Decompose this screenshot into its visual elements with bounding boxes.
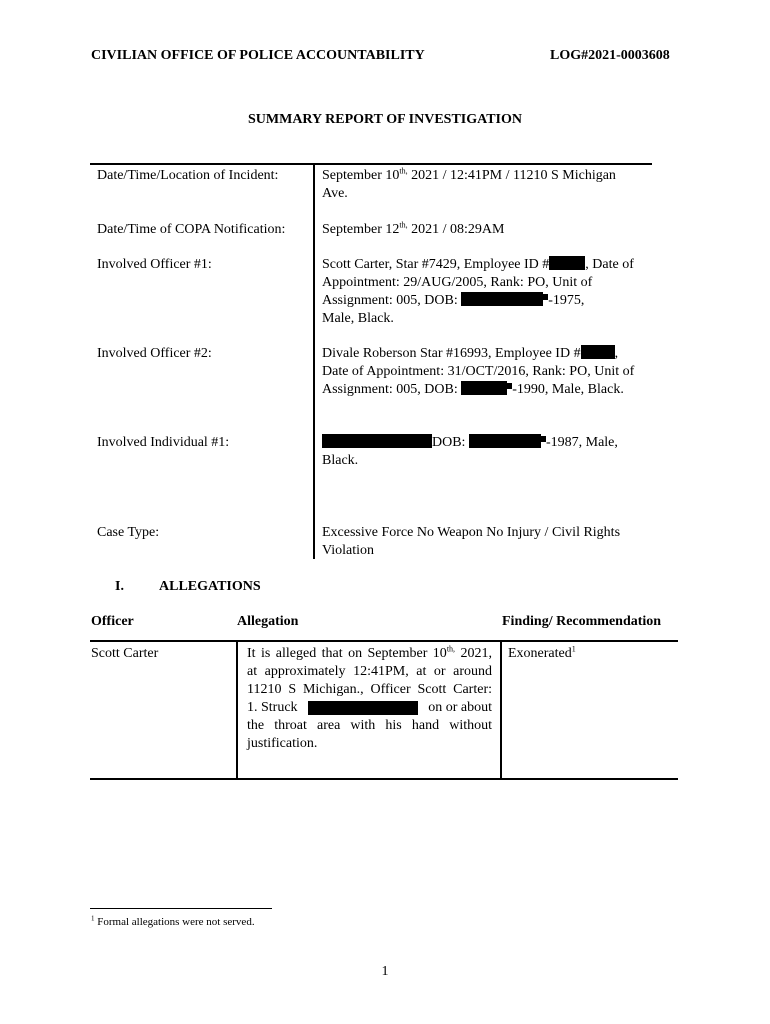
section-number: I. (115, 579, 124, 594)
section-title: ALLEGATIONS (159, 579, 261, 594)
incident-label: Date/Time/Location of Incident: (97, 168, 279, 183)
finding (508, 645, 576, 663)
officer2-label: Involved Officer #2: (97, 346, 212, 361)
redaction-bar (322, 434, 432, 448)
redaction-bar (469, 434, 541, 448)
notification-label: Date/Time of COPA Notification: (97, 222, 286, 237)
notification-rest: 2021 / 08:29AM (407, 222, 505, 237)
notification-date-suffix: th, (399, 220, 408, 230)
finding-text: Exonerated (508, 646, 572, 661)
allegation-header-rule (90, 640, 678, 642)
case-type-value (322, 524, 662, 560)
officer1-value (322, 256, 662, 328)
officer1-demographics: Male, Black. (322, 311, 394, 326)
case-type-line2: Violation (322, 543, 375, 558)
header-log-number: LOG#2021-0003608 (550, 48, 670, 63)
individual-dob-year: -1987, Male, (545, 435, 618, 450)
redaction-bar (461, 381, 507, 395)
officer1-label: Involved Officer #1: (97, 257, 212, 272)
notification-date: September 12 (322, 222, 400, 237)
allegation-line2: at approximately 12:41PM, at or around (247, 664, 492, 679)
officer1-dob-year: -1975, (548, 293, 585, 308)
case-type-line1: Excessive Force No Weapon No Injury / Civil Rights (322, 525, 621, 540)
officer2-assignment: Assignment: 005, DOB: (322, 382, 458, 397)
officer1-appointment-start: , Date of (585, 257, 634, 272)
individual-label: Involved Individual #1: (97, 435, 230, 450)
summary-top-rule (90, 163, 652, 165)
page-number: 1 (381, 964, 389, 979)
individual-race: Black. (322, 453, 359, 468)
header-agency: CIVILIAN OFFICE OF POLICE ACCOUNTABILITY (91, 48, 425, 63)
allegation-date-suffix: th, (446, 644, 456, 654)
allegation-line (247, 699, 492, 717)
redaction-bar (461, 292, 543, 306)
report-title: SUMMARY REPORT OF INVESTIGATION (248, 112, 522, 127)
column-header-allegation: Allegation (237, 614, 299, 629)
case-type-label: Case Type: (97, 525, 160, 540)
allegation-line1: It is alleged that on September 10 (247, 646, 447, 661)
allegation-line4-start: 1. Struck (247, 700, 298, 715)
incident-date: September 10 (322, 168, 400, 183)
officer2-value (322, 345, 667, 399)
allegation-line (247, 645, 492, 663)
redaction-bar (581, 345, 615, 359)
individual-dob-label: DOB: (432, 435, 466, 450)
footnote-rule (90, 908, 272, 909)
footnote (91, 915, 255, 929)
allegation-bottom-rule (90, 778, 678, 780)
officer2-appointment: Date of Appointment: 31/OCT/2016, Rank: PO, Unit of (322, 364, 635, 379)
footnote-text: Formal allegations were not served. (97, 916, 255, 928)
column-header-officer: Officer (91, 614, 134, 629)
allegation-line4-end: on or about (428, 700, 492, 715)
allegation-line6: justification. (247, 736, 318, 751)
allegation-line3: 11210 S Michigan., Officer Scott Carter: (247, 682, 492, 697)
incident-rest: 2021 / 12:41PM / 11210 S Michigan (407, 168, 616, 183)
allegation-text (247, 645, 492, 753)
column-header-finding: Finding/ Recommendation (502, 614, 662, 629)
officer1-name-star: Scott Carter, Star #7429, Employee ID # (322, 257, 550, 272)
officer2-name-star: Divale Roberson Star #16993, Employee ID # (322, 346, 581, 361)
redaction-bar (308, 701, 418, 715)
summary-column-divider (313, 163, 315, 559)
allegation-line5: the throat area with his hand without (247, 718, 492, 733)
footnote-number: 1 (91, 914, 95, 923)
officer1-appointment: Appointment: 29/AUG/2005, Rank: PO, Unit of (322, 275, 593, 290)
footnote-ref: 1 (571, 644, 576, 654)
officer1-assignment: Assignment: 005, DOB: (322, 293, 458, 308)
notification-value (322, 221, 504, 239)
individual-value (322, 434, 662, 470)
incident-rest-line2: Ave. (322, 186, 348, 201)
incident-date-suffix: th, (399, 166, 408, 176)
incident-value (322, 167, 652, 203)
allegation-officer-name: Scott Carter (91, 646, 159, 661)
redaction-bar (549, 256, 585, 270)
officer2-comma: , (614, 346, 619, 361)
allegation-line1-year: 2021, (455, 646, 492, 661)
allegation-column-divider (236, 642, 238, 780)
allegation-column-divider (500, 642, 502, 780)
officer2-dob-year: -1990, Male, Black. (512, 382, 624, 397)
